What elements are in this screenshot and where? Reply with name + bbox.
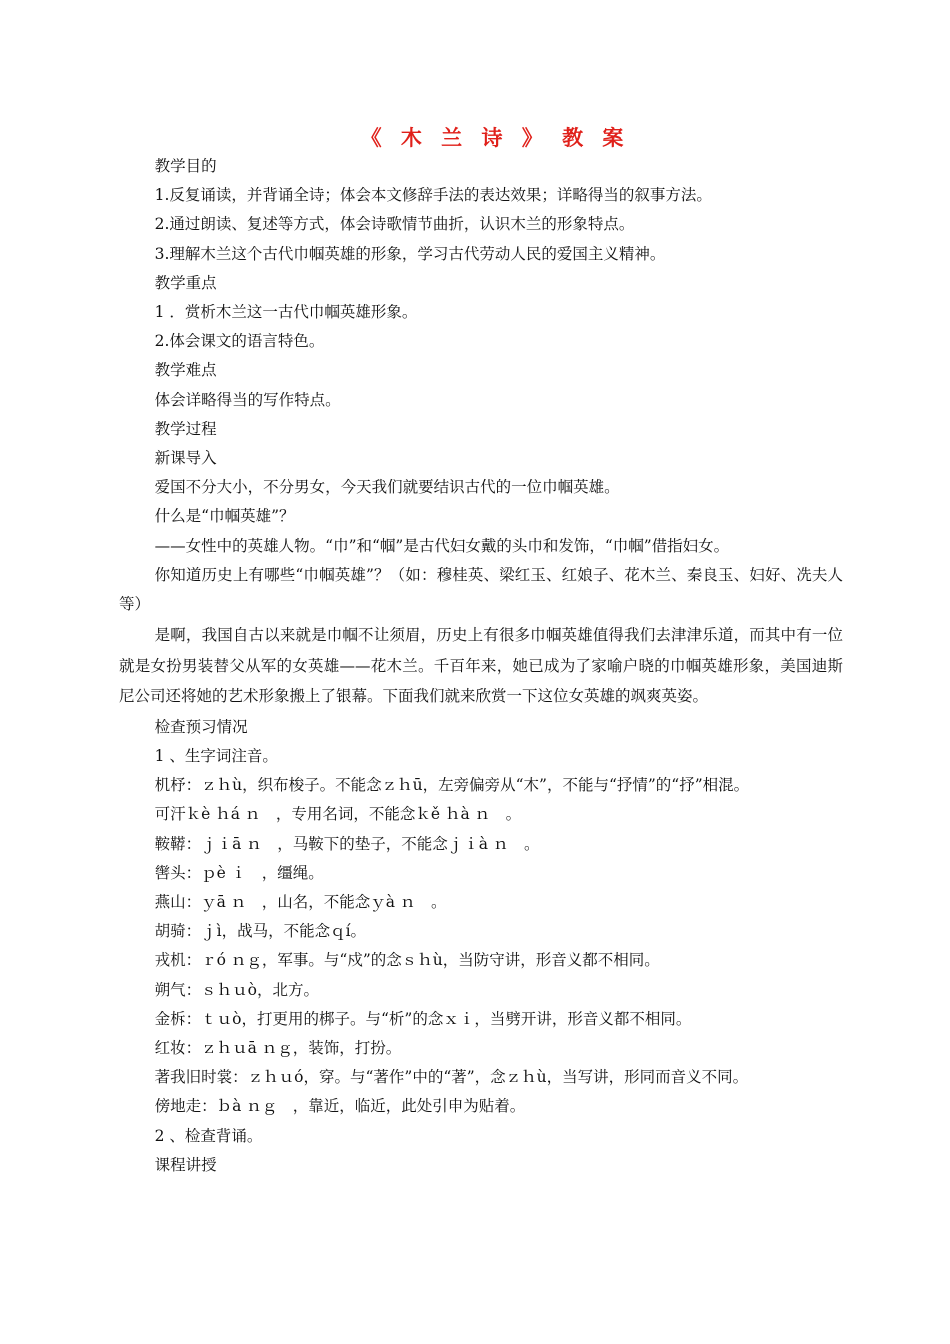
vocab-item: 戎机：ｒó ｎｇ，军事。与“戍”的念ｓｈù，当防守讲，形音义都不相同。	[154, 951, 660, 970]
preview-item-heading: 2 、检查背诵。	[154, 1126, 263, 1145]
subsection-heading-preview: 检查预习情况	[154, 717, 248, 736]
section-heading-process: 教学过程	[154, 419, 217, 438]
section-heading-difficulty: 教学难点	[154, 361, 217, 380]
vocab-item: 红妆：ｚｈｕā ｎｇ，装饰，打扮。	[154, 1038, 402, 1057]
section-heading-objectives: 教学目的	[154, 157, 217, 175]
intro-paragraph: 是啊，我国自古以来就是巾帼不让须眉，历史上有很多巾帼英雄值得我们去津津乐道，而其中有一位就是女扮男装替父从军的女英雄——花木兰。千百年来，她已成为了家喻户晓的巾帼英雄形象，美国迪斯尼公司还将她的艺术形象搬上了银幕。下面我们就来欣赏一下这位女英雄的飒爽英姿。	[119, 626, 843, 706]
vocab-item: 机杼：ｚｈù，织布梭子。不能念ｚｈū，左旁偏旁从“木”，不能与“抒情”的“抒”相混。	[154, 776, 750, 795]
intro-question-examples: 你知道历史上有哪些“巾帼英雄”？（如：穆桂英、梁红玉、红娘子、花木兰、秦良玉、妇好、冼夫人等）	[119, 565, 843, 614]
intro-answer: ——女性中的英雄人物。“巾”和“帼”是古代妇女戴的头巾和发饰，“巾帼”借指妇女。	[154, 536, 730, 555]
document-body	[119, 152, 843, 1180]
section-heading-key-points: 教学重点	[154, 273, 217, 292]
objective-item: 2.通过朗读、复述等方式，体会诗歌情节曲折，认识木兰的形象特点。	[154, 215, 635, 234]
vocab-item: 可汗ｋè ｈá ｎ ，专用名词，不能念ｋě ｈà ｎ 。	[154, 805, 522, 824]
vocab-item: 朔气：ｓｈｕò，北方。	[154, 980, 319, 999]
key-point-item: 1 ．赏析木兰这一古代巾帼英雄形象。	[154, 303, 418, 322]
subsection-heading-intro: 新课导入	[154, 449, 217, 468]
intro-question: 什么是“巾帼英雄”？	[154, 507, 295, 526]
vocab-item: 燕山：ｙā ｎ ，山名，不能念ｙà ｎ 。	[154, 892, 447, 911]
vocab-item: 辔头：ｐè ｉ ，缰绳。	[154, 863, 324, 882]
vocab-item: 胡骑：ｊì，战马，不能念ｑí。	[154, 922, 367, 941]
subsection-heading-lecture: 课程讲授	[154, 1155, 217, 1174]
vocab-item: 著我旧时裳：ｚｈｕó，穿。与“著作”中的“著”，念ｚｈù，当写讲，形同而音义不同。	[154, 1068, 749, 1087]
vocab-item: 金柝：ｔｕò，打更用的梆子。与“析”的念ｘｉ，当劈开讲，形音义都不相同。	[154, 1009, 692, 1028]
objective-item: 1.反复诵读，并背诵全诗；体会本文修辞手法的表达效果；详略得当的叙事方法。	[154, 186, 712, 205]
preview-item-heading: 1 、生字词注音。	[154, 746, 278, 765]
vocab-item: 鞍鞯：ｊｉā ｎ ，马鞍下的垫子，不能念ｊｉà ｎ 。	[154, 834, 540, 853]
document-title: 《 木 兰 诗 》 教 案	[360, 126, 630, 150]
key-point-item: 2.体会课文的语言特色。	[154, 332, 325, 351]
vocab-item: 傍地走：ｂà ｎｇ ，靠近，临近，此处引申为贴着。	[154, 1097, 526, 1116]
objective-item: 3.理解木兰这个古代巾帼英雄的形象，学习古代劳动人民的爱国主义精神。	[154, 244, 666, 263]
intro-text: 爱国不分大小，不分男女，今天我们就要结识古代的一位巾帼英雄。	[154, 478, 620, 497]
difficulty-text: 体会详略得当的写作特点。	[154, 390, 341, 409]
